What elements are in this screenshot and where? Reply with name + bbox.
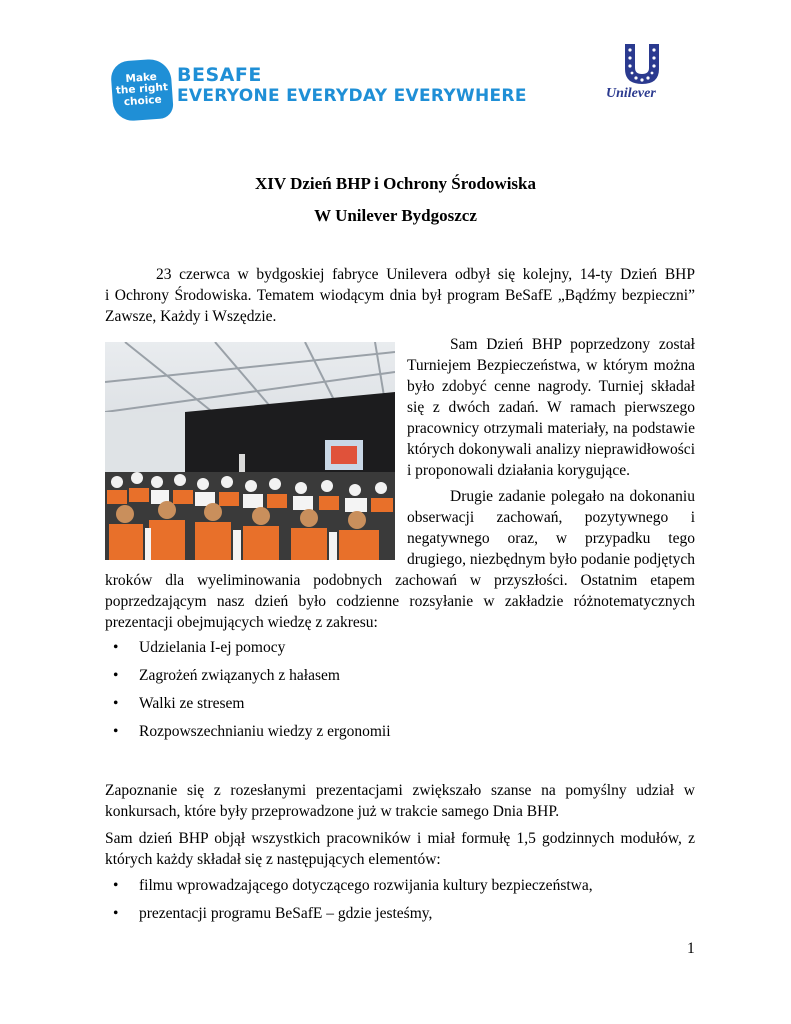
badge-line: choice <box>123 93 163 109</box>
intro-line-3: Zawsze, Każdy i Wszędzie. <box>105 308 277 325</box>
para3-line-3: negatywnego oraz, w przypadku tego <box>407 530 695 547</box>
bullet-symbol: • <box>113 877 119 894</box>
document-subtitle: W Unilever Bydgoszcz <box>314 206 477 225</box>
event-tent-photo <box>105 342 395 560</box>
list-item: Rozpowszechnianiu wiedzy z ergonomii <box>139 723 391 740</box>
make-the-right-choice-badge <box>110 58 174 122</box>
unilever-logo <box>600 42 680 112</box>
para5-line-1: Sam dzień BHP objął wszystkich pracowników i miał formułę 1,5 godzinnych modułów, z <box>105 830 695 847</box>
besafe-logo <box>112 60 527 122</box>
para2-line-5: pracownicy otrzymali materiały, na podstawie <box>407 420 695 437</box>
para2-line-6: których dokonywali analizy nieprawidłowości <box>407 441 695 458</box>
badge-line: the right <box>115 81 169 98</box>
para2-line-2: Turniejem Bezpieczeństwa, w którym można <box>407 357 695 374</box>
para3-line-6: poprzedzającym nasz dzień było codzienne rozsyłanie w zakładzie różnotematycznych <box>105 593 695 610</box>
document-title: XIV Dzień BHP i Ochrony Środowiska <box>254 174 537 193</box>
para2-line-1: Sam Dzień BHP poprzedzony został <box>450 336 695 353</box>
para3-line-4: drugiego, niezbędnym było podanie podjętych <box>407 551 695 568</box>
besafe-wordmark: BESAFE <box>177 64 262 86</box>
bullet-symbol: • <box>113 639 119 656</box>
para5-line-2: których każdy składał się z następujących elementów: <box>105 851 441 868</box>
para3-line-5: kroków dla wyeliminowania podobnych zachowań w przyszłości. Ostatnim etapem <box>105 572 695 589</box>
besafe-tagline: EVERYONE EVERYDAY EVERYWHERE <box>177 86 527 106</box>
bullet-symbol: • <box>113 723 119 740</box>
para3-line-7: prezentacji obejmujących wiedzę z zakresu: <box>105 614 378 631</box>
list-item: filmu wprowadzającego dotyczącego rozwijania kultury bezpieczeństwa, <box>139 877 593 894</box>
intro-line-1: 23 czerwca w bydgoskiej fabryce Unilevera odbył się kolejny, 14-ty Dzień BHP <box>156 266 695 283</box>
page-number: 1 <box>687 940 695 957</box>
list-item: Udzielania I-ej pomocy <box>139 639 286 656</box>
bullet-symbol: • <box>113 905 119 922</box>
para3-line-1: Drugie zadanie polegało na dokonaniu <box>450 488 695 505</box>
intro-line-2: i Ochrony Środowiska. Tematem wiodącym dnia był program BeSafE „Bądźmy bezpieczni” <box>105 287 695 304</box>
para4-line-1: Zapoznanie się z rozesłanymi prezentacjami zwiększało szanse na pomyślny udział w <box>105 782 695 799</box>
list-item: prezentacji programu BeSafE – gdzie jesteśmy, <box>139 905 433 922</box>
list-item: Walki ze stresem <box>139 695 245 712</box>
para4-line-2: konkursach, które były przeprowadzone już w trakcie samego Dnia BHP. <box>105 803 560 820</box>
para2-line-3: było zdobyć cenne nagrody. Turniej składał <box>407 378 695 395</box>
unilever-u-icon <box>622 42 662 86</box>
para3-line-2: obserwacji zachowań, pozytywnego i <box>407 509 695 526</box>
bullet-symbol: • <box>113 667 119 684</box>
unilever-wordmark: Unilever <box>606 86 656 101</box>
para2-line-4: się z dwóch zadań. W ramach pierwszego <box>407 399 695 416</box>
para2-line-7: i proponowali działania korygujące. <box>407 462 630 479</box>
list-item: Zagrożeń związanych z hałasem <box>139 667 340 684</box>
bullet-symbol: • <box>113 695 119 712</box>
badge-line: Make <box>125 70 158 85</box>
